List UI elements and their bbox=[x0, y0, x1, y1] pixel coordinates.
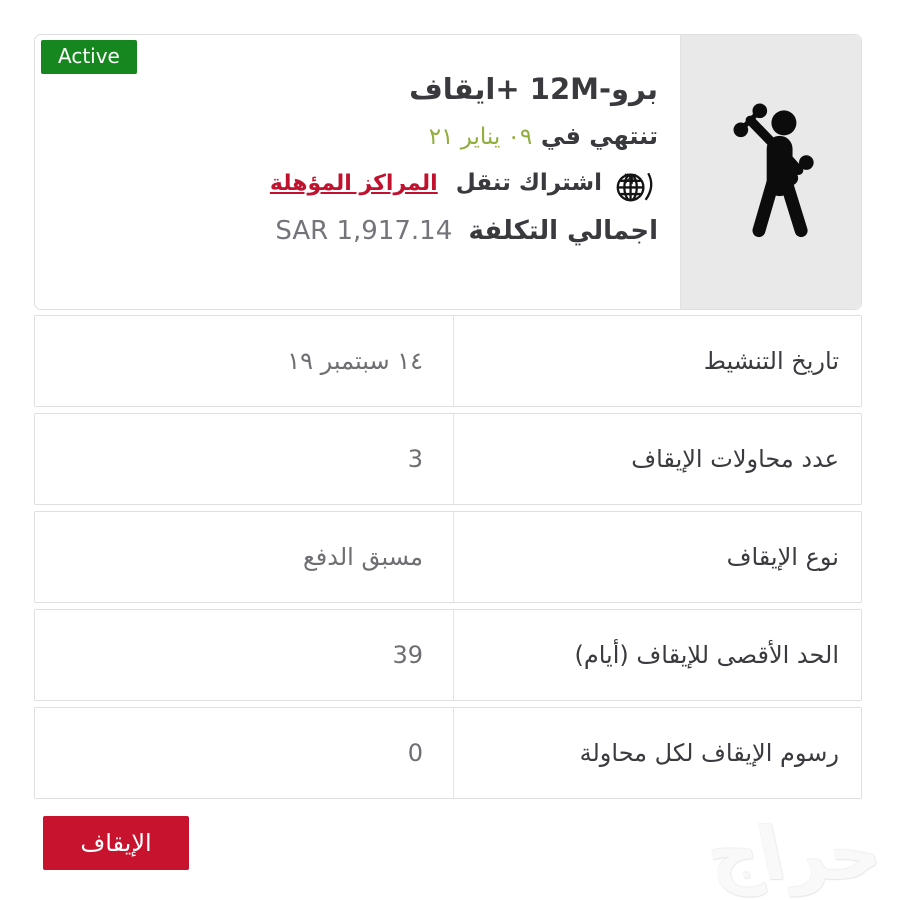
row-label: نوع الإيقاف bbox=[453, 512, 861, 602]
row-value: 0 bbox=[407, 739, 423, 767]
haraj-watermark: حراج bbox=[697, 812, 889, 896]
status-badge: Active bbox=[41, 40, 137, 74]
total-cost-label: اجمالي التكلفة bbox=[468, 216, 658, 247]
row-label: الحد الأقصى للإيقاف (أيام) bbox=[453, 610, 861, 700]
row-value: 39 bbox=[392, 641, 423, 669]
svg-text:✈: ✈ bbox=[618, 166, 644, 193]
pause-button[interactable]: الإيقاف bbox=[43, 816, 189, 870]
expiry-line bbox=[65, 122, 658, 150]
eligible-centers-link[interactable]: المراكز المؤهلة bbox=[269, 170, 438, 196]
subscription-title: برو-12M +ايقاف bbox=[409, 72, 658, 106]
row-value: ١٤ سبتمبر ١٩ bbox=[287, 347, 423, 375]
expiry-label: تنتهي في bbox=[540, 122, 658, 151]
table-row-pause-type bbox=[34, 511, 862, 603]
table-row-pause-fee bbox=[34, 707, 862, 799]
table-row-pause-attempts bbox=[34, 413, 862, 505]
transfer-label: اشتراك تنقل bbox=[455, 170, 602, 197]
table-row-activation-date bbox=[34, 315, 862, 407]
total-cost-value: SAR 1,917.14 bbox=[275, 216, 453, 247]
plan-icon-panel bbox=[680, 35, 861, 309]
subscription-card bbox=[34, 34, 862, 310]
cost-line bbox=[65, 216, 658, 246]
row-label: تاريخ التنشيط bbox=[453, 316, 861, 406]
dumbbell-person-icon bbox=[715, 98, 827, 246]
row-label: رسوم الإيقاف لكل محاولة bbox=[453, 708, 861, 798]
expiry-date: ٠٩ يناير ٢١ bbox=[428, 124, 533, 151]
globe-plane-icon bbox=[612, 160, 658, 206]
row-value: مسبق الدفع bbox=[303, 543, 423, 571]
table-row-max-pause-days bbox=[34, 609, 862, 701]
details-table bbox=[34, 315, 862, 805]
transfer-line bbox=[65, 160, 658, 206]
subscription-card-content bbox=[35, 35, 680, 309]
row-label: عدد محاولات الإيقاف bbox=[453, 414, 861, 504]
row-value: 3 bbox=[407, 445, 423, 473]
